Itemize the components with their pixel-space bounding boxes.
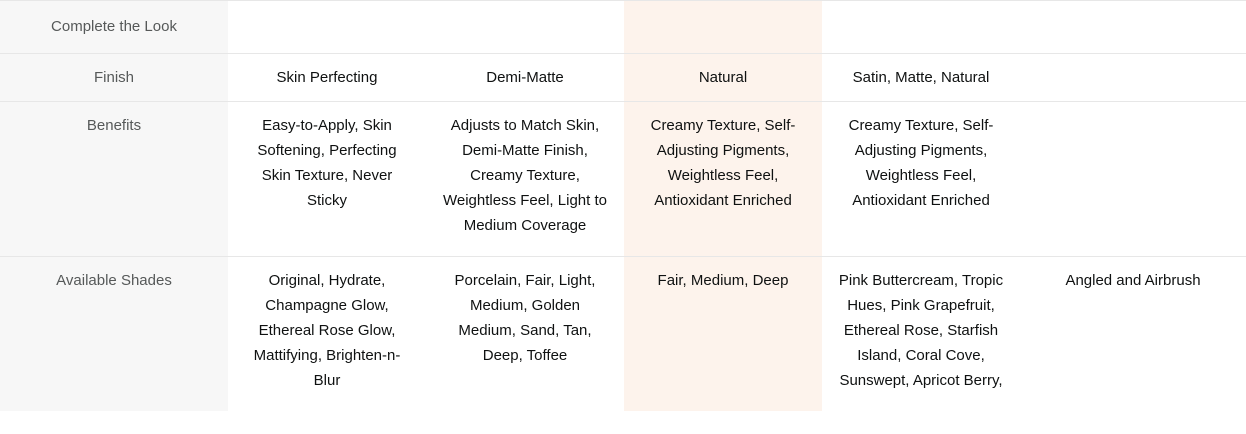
cell-complete-the-look-3 xyxy=(624,1,822,54)
cell-available-shades-1: Original, Hydrate, Champagne Glow, Ethereal Rose Glow, Mattifying, Brighten-n-Blur xyxy=(253,272,401,389)
cell-finish-1: Skin Perfecting xyxy=(276,69,378,86)
cell-complete-the-look-1 xyxy=(228,1,426,54)
cell-benefits-2: Adjusts to Match Skin, Demi-Matte Finish, Creamy Texture, Weightless Feel, Light to Medium Coverage xyxy=(443,117,607,234)
cell-benefits-5 xyxy=(1020,102,1246,257)
cell-benefits-4: Creamy Texture, Self-Adjusting Pigments, Weightless Feel, Antioxidant Enriched xyxy=(848,117,994,209)
cell-available-shades-3: Fair, Medium, Deep xyxy=(624,257,822,412)
cell-benefits-3: Creamy Texture, Self-Adjusting Pigments, Weightless Feel, Antioxidant Enriched xyxy=(624,102,822,257)
cell-finish-5 xyxy=(1020,54,1246,102)
table-row xyxy=(0,257,1246,412)
row-label-complete-the-look: Complete the Look xyxy=(0,1,228,54)
cell-available-shades-2: Porcelain, Fair, Light, Medium, Golden Medium, Sand, Tan, Deep, Toffee xyxy=(454,272,596,364)
cell-benefits-1: Easy-to-Apply, Skin Softening, Perfecting Skin Texture, Never Sticky xyxy=(257,117,397,209)
cell-available-shades-5: Angled and Airbrush xyxy=(1065,272,1201,289)
cell-available-shades-4: Pink Buttercream, Tropic Hues, Pink Grapefruit, Ethereal Rose, Starfish Island, Coral Cove, Sunswept, Apricot Berry, xyxy=(838,272,1004,389)
table-row xyxy=(0,102,1246,257)
cell-complete-the-look-4 xyxy=(822,1,1020,54)
table-row xyxy=(0,54,1246,102)
cell-finish-3: Natural xyxy=(624,54,822,102)
row-label-benefits: Benefits xyxy=(0,102,228,257)
row-label-available-shades: Available Shades xyxy=(0,257,228,412)
row-label-finish: Finish xyxy=(0,54,228,102)
cell-complete-the-look-2 xyxy=(426,1,624,54)
cell-complete-the-look-5 xyxy=(1020,1,1246,54)
cell-finish-4: Satin, Matte, Natural xyxy=(852,69,990,86)
table-row xyxy=(0,1,1246,54)
cell-finish-2: Demi-Matte xyxy=(486,69,564,86)
